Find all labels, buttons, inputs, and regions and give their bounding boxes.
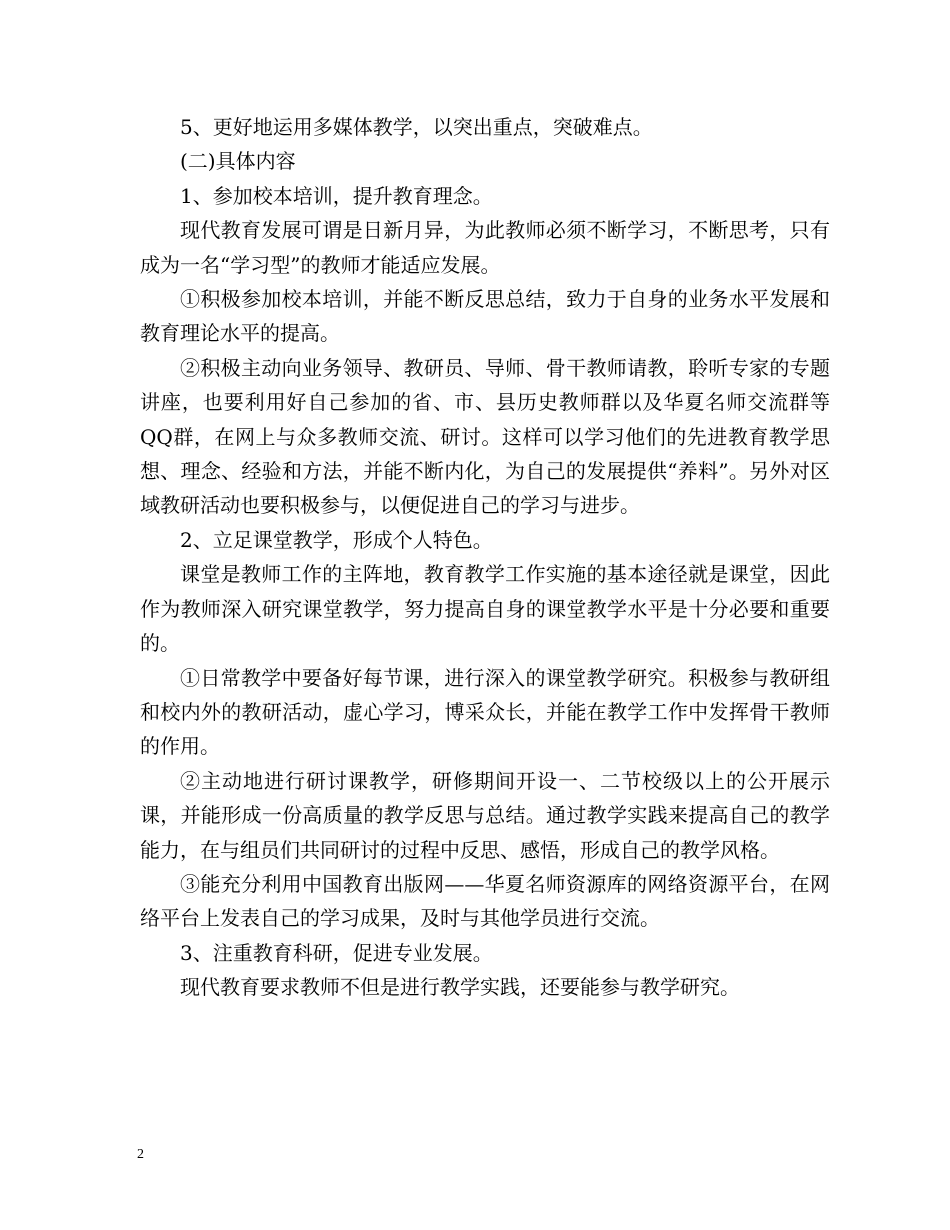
paragraph: ①日常教学中要备好每节课，进行深入的课堂教学研究。积极参与教研组和校内外的教研活动，虚心学习，博采众长，并能在教学工作中发挥骨干教师的作用。 — [140, 665, 830, 759]
page-number: 2 — [137, 1147, 144, 1162]
paragraph-heading: 1、参加校本培训，提升教育理念。 — [180, 183, 493, 208]
paragraph-heading: 2、立足课堂教学，形成个人特色。 — [180, 527, 493, 552]
paragraph: 现代教育要求教师不但是进行教学实践，还要能参与教学研究。 — [180, 975, 740, 1000]
paragraph: ③能充分利用中国教育出版网——华夏名师资源库的网络资源平台，在网络平台上发表自己的学习成果，及时与其他学员进行交流。 — [140, 871, 830, 931]
paragraph: ②积极主动向业务领导、教研员、导师、骨干教师请教，聆听专家的专题讲座，也要利用好自己参加的省、市、县历史教师群以及华夏名师交流群等QQ群，在网上与众多教师交流、研讨。这样可以学习他们的先进教育教学思想、理念、经验和方法，并能不断内化，为自己的发展提供“养料”。另外对区域教研活动也要积极参与，以便促进自己的学习与进步。 — [140, 355, 830, 518]
paragraph-heading: 3、注重教育科研，促进专业发展。 — [180, 940, 493, 965]
paragraph: 课堂是教师工作的主阵地，教育教学工作实施的基本途径就是课堂，因此作为教师深入研究课堂教学，努力提高自身的课堂教学水平是十分必要和重要的。 — [140, 562, 830, 656]
paragraph: ①积极参加校本培训，并能不断反思总结，致力于自身的业务水平发展和教育理论水平的提高。 — [140, 287, 830, 346]
paragraph: ②主动地进行研讨课教学，研修期间开设一、二节校级以上的公开展示课，并能形成一份高质量的教学反思与总结。通过教学实践来提高自己的教学能力，在与组员们共同研讨的过程中反思、感悟，形成自己的教学风格。 — [140, 768, 830, 862]
paragraph: 5、更好地运用多媒体教学，以突出重点，突破难点。 — [180, 115, 653, 139]
document-body — [140, 110, 830, 1005]
paragraph: 现代教育发展可谓是日新月异，为此教师必须不断学习，不断思考，只有成为一名“学习型”的教师才能适应发展。 — [140, 218, 830, 277]
section-heading: (二)具体内容 — [180, 149, 296, 174]
